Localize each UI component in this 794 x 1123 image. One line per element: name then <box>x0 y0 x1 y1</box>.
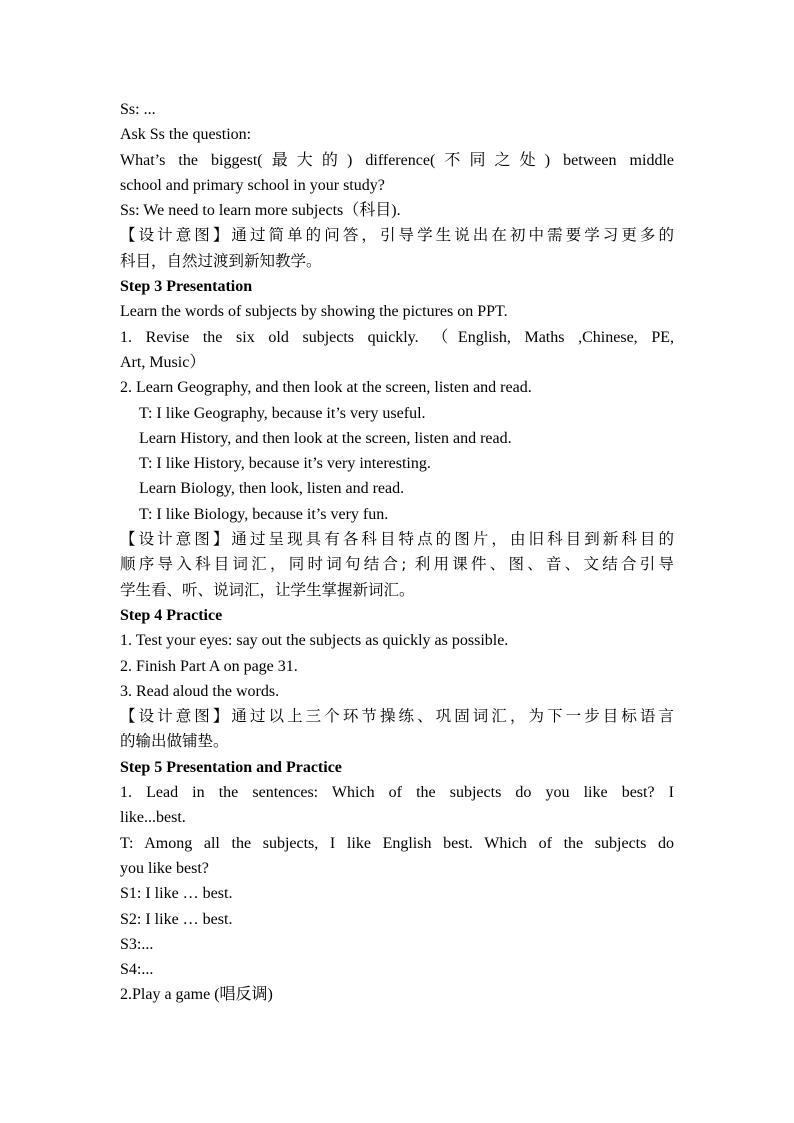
design-intent-note: 【设计意图】通过以上三个环节操练、巩固词汇，为下一步目标语言 <box>120 707 674 726</box>
dialogue-line: Ss: ... <box>120 101 156 118</box>
dialogue-line: S3:... <box>120 935 154 953</box>
question-line-continued: school and primary school in your study? <box>120 176 385 194</box>
list-item: 1. Lead in the sentences: Which of the subjects do you like best? I <box>120 784 674 802</box>
question-line: What’s the biggest(最大的) difference(不同之处) between middle <box>120 151 674 169</box>
instruction-line: Learn the words of subjects by showing the pictures on PPT. <box>120 303 508 321</box>
step-heading: Step 3 Presentation <box>120 278 253 296</box>
dialogue-line: T: I like Geography, because it’s very useful. <box>139 404 426 422</box>
dialogue-line: T: I like History, because it’s very interesting. <box>139 455 431 473</box>
instruction-line: Ask Ss the question: <box>120 126 252 144</box>
design-intent-note-continued: 学生看、听、说词汇，让学生掌握新词汇。 <box>120 580 415 599</box>
instruction-line: Learn Biology, then look, listen and read. <box>139 480 405 498</box>
design-intent-note-continued: 的输出做铺垫。 <box>120 732 229 751</box>
dialogue-line: S2: I like … best. <box>120 910 233 928</box>
list-item: 1. Revise the six old subjects quickly. （English, Maths ,Chinese, PE, <box>120 328 674 346</box>
dialogue-line: Ss: We need to learn more subjects（科目). <box>120 202 401 220</box>
list-item: 2.Play a game (唱反调) <box>120 986 273 1004</box>
step-heading: Step 4 Practice <box>120 606 223 624</box>
dialogue-line: S4:... <box>120 961 154 979</box>
design-intent-note: 【设计意图】通过呈现具有各科目特点的图片，由旧科目到新科目的 <box>120 530 674 549</box>
dialogue-line: S1: I like … best. <box>120 885 233 903</box>
list-item: 3. Read aloud the words. <box>120 682 280 700</box>
design-intent-note-continued: 顺序导入科目词汇，同时词句结合; 利用课件、图、音、文结合引导 <box>120 555 674 574</box>
instruction-line: Learn History, and then look at the screen, listen and read. <box>139 429 512 447</box>
dialogue-line: T: I like Biology, because it’s very fun. <box>139 505 389 523</box>
list-item: 1. Test your eyes: say out the subjects as quickly as possible. <box>120 632 509 650</box>
list-item-continued: like...best. <box>120 809 186 827</box>
dialogue-line-continued: you like best? <box>120 859 209 877</box>
list-item-continued: Art, Music） <box>120 353 206 371</box>
design-intent-note: 【设计意图】通过简单的问答，引导学生说出在初中需要学习更多的 <box>120 226 674 245</box>
design-intent-note-continued: 科目，自然过渡到新知教学。 <box>120 251 322 270</box>
list-item: 2. Finish Part A on page 31. <box>120 657 298 675</box>
step-heading: Step 5 Presentation and Practice <box>120 758 342 776</box>
document-page <box>120 97 674 1008</box>
dialogue-line: T: Among all the subjects, I like English best. Which of the subjects do <box>120 834 674 852</box>
list-item: 2. Learn Geography, and then look at the screen, listen and read. <box>120 379 532 397</box>
